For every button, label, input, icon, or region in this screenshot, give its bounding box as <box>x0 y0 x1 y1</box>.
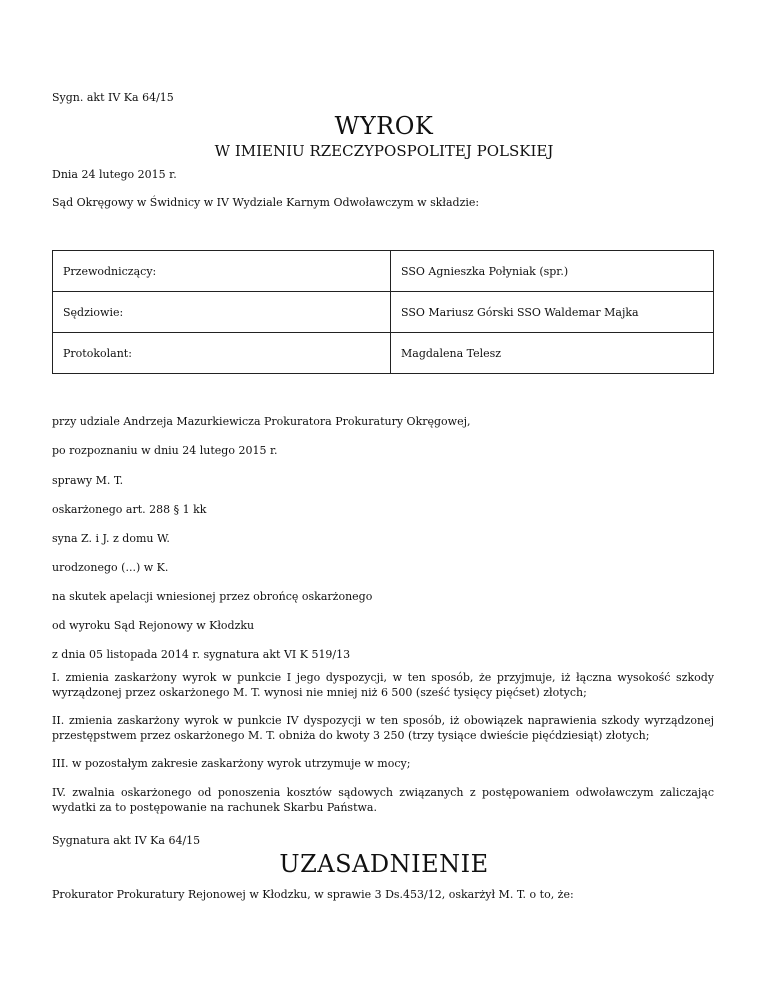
ruling-point-4: IV. zwalnia oskarżonego od ponoszenia kosztów sądowych związanych z postępowaniem odwoławczym zaliczając wydatki za to postępowanie na rachunek Skarbu Państwa. <box>52 786 714 814</box>
case-line: sprawy M. T. <box>52 474 124 487</box>
table-row <box>53 292 714 333</box>
ruling-point-2: II. zmienia zaskarżony wyrok w punkcie IV dyspozycji w ten sposób, iż obowiązek naprawienia szkody wyrządzonej przestępstwem przez oskarżonego M. T. obniża do kwoty 3 250 (trzy tysiące dwieście pięćdziesiąt) złotych; <box>52 714 714 742</box>
appeal-line: na skutek apelacji wniesionej przez obrońcę oskarżonego <box>52 590 373 603</box>
table-row <box>53 251 714 292</box>
justification-first-line: Prokurator Prokuratury Rejonowej w Kłodzku, w sprawie 3 Ds.453/12, oskarżył M. T. o to, że: <box>52 888 574 901</box>
judgment-subtitle: W IMIENIU RZECZYPOSPOLITEJ POLSKIEJ <box>214 142 554 160</box>
ruling-point-1: I. zmienia zaskarżony wyrok w punkcie I jego dyspozycji, w ten sposób, że przyjmuje, iż łączna wysokość szkody wyrządzonej przez oskarżonego M. T. wynosi nie mniej niż 6 500 (sześć tysięcy pięćset) złotych; <box>52 671 714 699</box>
judgment-title: WYROK <box>334 112 434 140</box>
panel-name: SSO Mariusz Górski SSO Waldemar Majka <box>391 292 714 333</box>
hearing-line: po rozpoznaniu w dniu 24 lutego 2015 r. <box>52 444 278 457</box>
panel-role: Przewodniczący: <box>53 251 391 292</box>
judgment-date: Dnia 24 lutego 2015 r. <box>52 168 177 181</box>
table-row <box>53 333 714 374</box>
judgment-date-line: z dnia 05 listopada 2014 r. sygnatura akt VI K 519/13 <box>52 648 351 661</box>
panel-role: Sędziowie: <box>53 292 391 333</box>
justification-title: UZASADNIENIE <box>279 850 489 878</box>
court-panel-table <box>52 250 714 374</box>
panel-name: SSO Agnieszka Połyniak (spr.) <box>391 251 714 292</box>
parents-line: syna Z. i J. z domu W. <box>52 532 170 545</box>
prosecutor-line: przy udziale Andrzeja Mazurkiewicza Prokuratora Prokuratury Okręgowej, <box>52 415 471 428</box>
born-line: urodzonego (...) w K. <box>52 561 169 574</box>
panel-name: Magdalena Telesz <box>391 333 714 374</box>
court-composition: Sąd Okręgowy w Świdnicy w IV Wydziale Karnym Odwoławczym w składzie: <box>52 196 480 209</box>
case-signature: Sygn. akt IV Ka 64/15 <box>52 91 174 104</box>
charge-line: oskarżonego art. 288 § 1 kk <box>52 503 207 516</box>
panel-role: Protokolant: <box>53 333 391 374</box>
justification-signature: Sygnatura akt IV Ka 64/15 <box>52 834 201 847</box>
ruling-point-3: III. w pozostałym zakresie zaskarżony wyrok utrzymuje w mocy; <box>52 757 411 770</box>
judgment-from-line: od wyroku Sąd Rejonowy w Kłodzku <box>52 619 255 632</box>
